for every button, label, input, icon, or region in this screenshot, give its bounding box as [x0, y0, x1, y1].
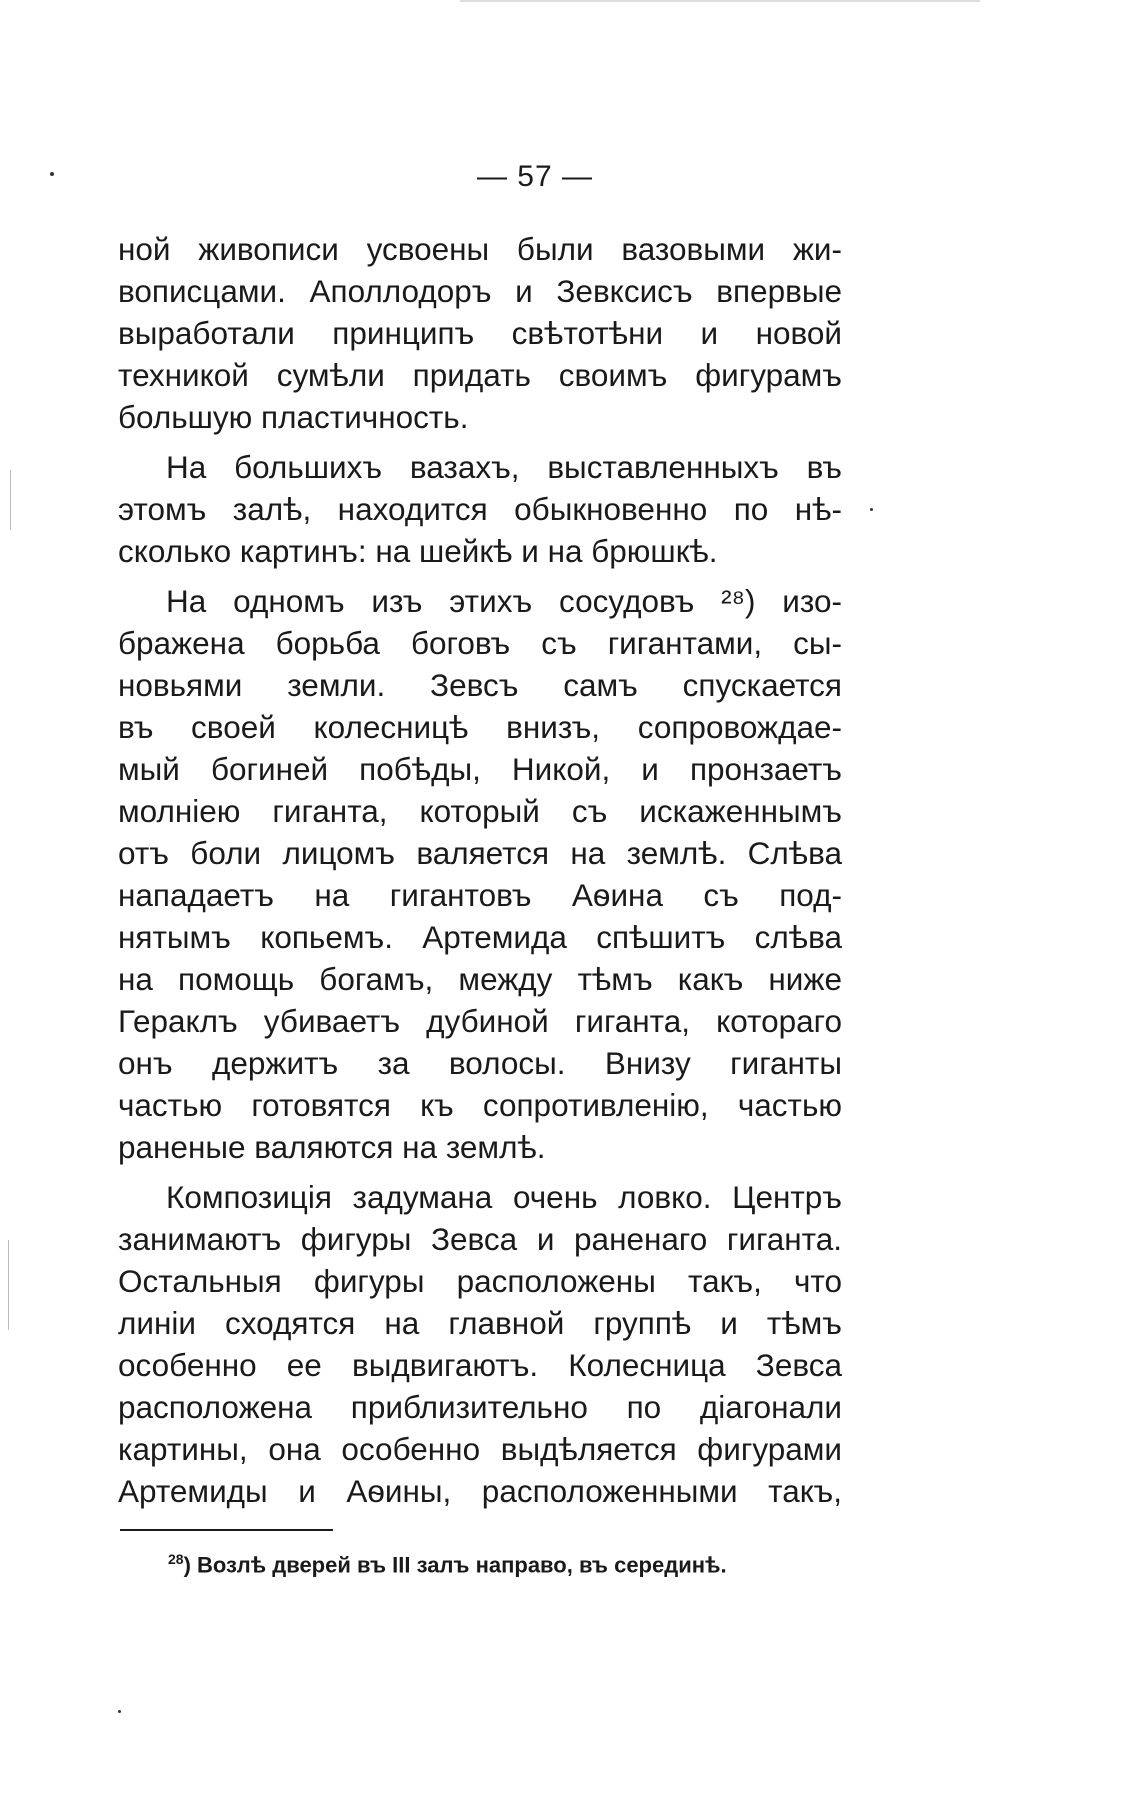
text-line: бражена борьба боговъ съ гигантами, сы- — [118, 625, 842, 661]
text-line: ной живописи усвоены были вазовыми жи- — [118, 231, 842, 267]
text-line: раненые валяются на землѣ. — [118, 1129, 546, 1165]
text-line: нятымъ копьемъ. Артемида спѣшитъ слѣва — [118, 919, 842, 955]
text-line: На одномъ изъ этихъ сосудовъ ²⁸) изо- — [166, 583, 842, 619]
footnote — [168, 1551, 727, 1578]
text-line: этомъ залѣ, находится обыкновенно по нѣ- — [118, 491, 842, 527]
body-text — [118, 228, 842, 1512]
text-line: въ своей колесницѣ внизъ, сопровождае- — [118, 709, 842, 745]
text-line: выработали принципъ свѣтотѣни и новой — [118, 315, 842, 351]
paragraph-gap — [118, 572, 842, 580]
paragraph-gap — [118, 1168, 842, 1176]
text-line: техникой сумѣли придать своимъ фигурамъ — [118, 357, 842, 393]
text-line: картины, она особенно выдѣляется фигурами — [118, 1431, 842, 1467]
text-line: Остальныя фигуры расположены такъ, что — [118, 1263, 842, 1299]
scan-speck — [118, 1710, 121, 1713]
footnote-marker: 28 — [168, 1551, 184, 1567]
text-line: нападаетъ на гигантовъ Аѳина съ под- — [118, 877, 842, 913]
text-line: занимаютъ фигуры Зевса и раненаго гиганта. — [118, 1221, 842, 1257]
text-line: молніею гиганта, который съ искаженнымъ — [118, 793, 842, 829]
footnote-text: ) Возлѣ дверей въ III залъ направо, въ серединѣ. — [183, 1552, 727, 1578]
text-line: расположена приблизительно по діагонали — [118, 1389, 842, 1425]
paragraph-gap — [118, 438, 842, 446]
text-line: Гераклъ убиваетъ дубиной гиганта, котораго — [118, 1003, 842, 1039]
text-line: На большихъ вазахъ, выставленныхъ въ — [166, 449, 842, 485]
page-number: — 57 — — [476, 160, 594, 193]
scan-edge-line — [10, 470, 11, 530]
text-line: сколько картинъ: на шейкѣ и на брюшкѣ. — [118, 533, 718, 569]
scan-speck — [870, 508, 873, 511]
text-line: на помощь богамъ, между тѣмъ какъ ниже — [118, 961, 842, 997]
text-line: большую пластичность. — [118, 399, 469, 435]
footnote-rule — [120, 1529, 333, 1531]
scan-edge-line — [8, 1240, 9, 1330]
text-line: особенно ее выдвигаютъ. Колесница Зевса — [118, 1347, 842, 1383]
text-line: линіи сходятся на главной группѣ и тѣмъ — [118, 1305, 842, 1341]
text-line: новьями земли. Зевсъ самъ спускается — [118, 667, 842, 703]
text-line: Артемиды и Аѳины, расположенными такъ, — [118, 1473, 842, 1509]
text-line: вописцами. Аполлодоръ и Зевксисъ впервые — [118, 273, 842, 309]
scan-speck — [50, 172, 54, 176]
text-line: Композиція задумана очень ловко. Центръ — [166, 1179, 842, 1215]
text-line: мый богиней побѣды, Никой, и пронзаетъ — [118, 751, 842, 787]
scan-edge-line — [460, 0, 980, 2]
text-line: отъ боли лицомъ валяется на землѣ. Слѣва — [118, 835, 842, 871]
text-line: онъ держитъ за волосы. Внизу гиганты — [118, 1045, 842, 1081]
text-line: частью готовятся къ сопротивленію, частью — [118, 1087, 842, 1123]
